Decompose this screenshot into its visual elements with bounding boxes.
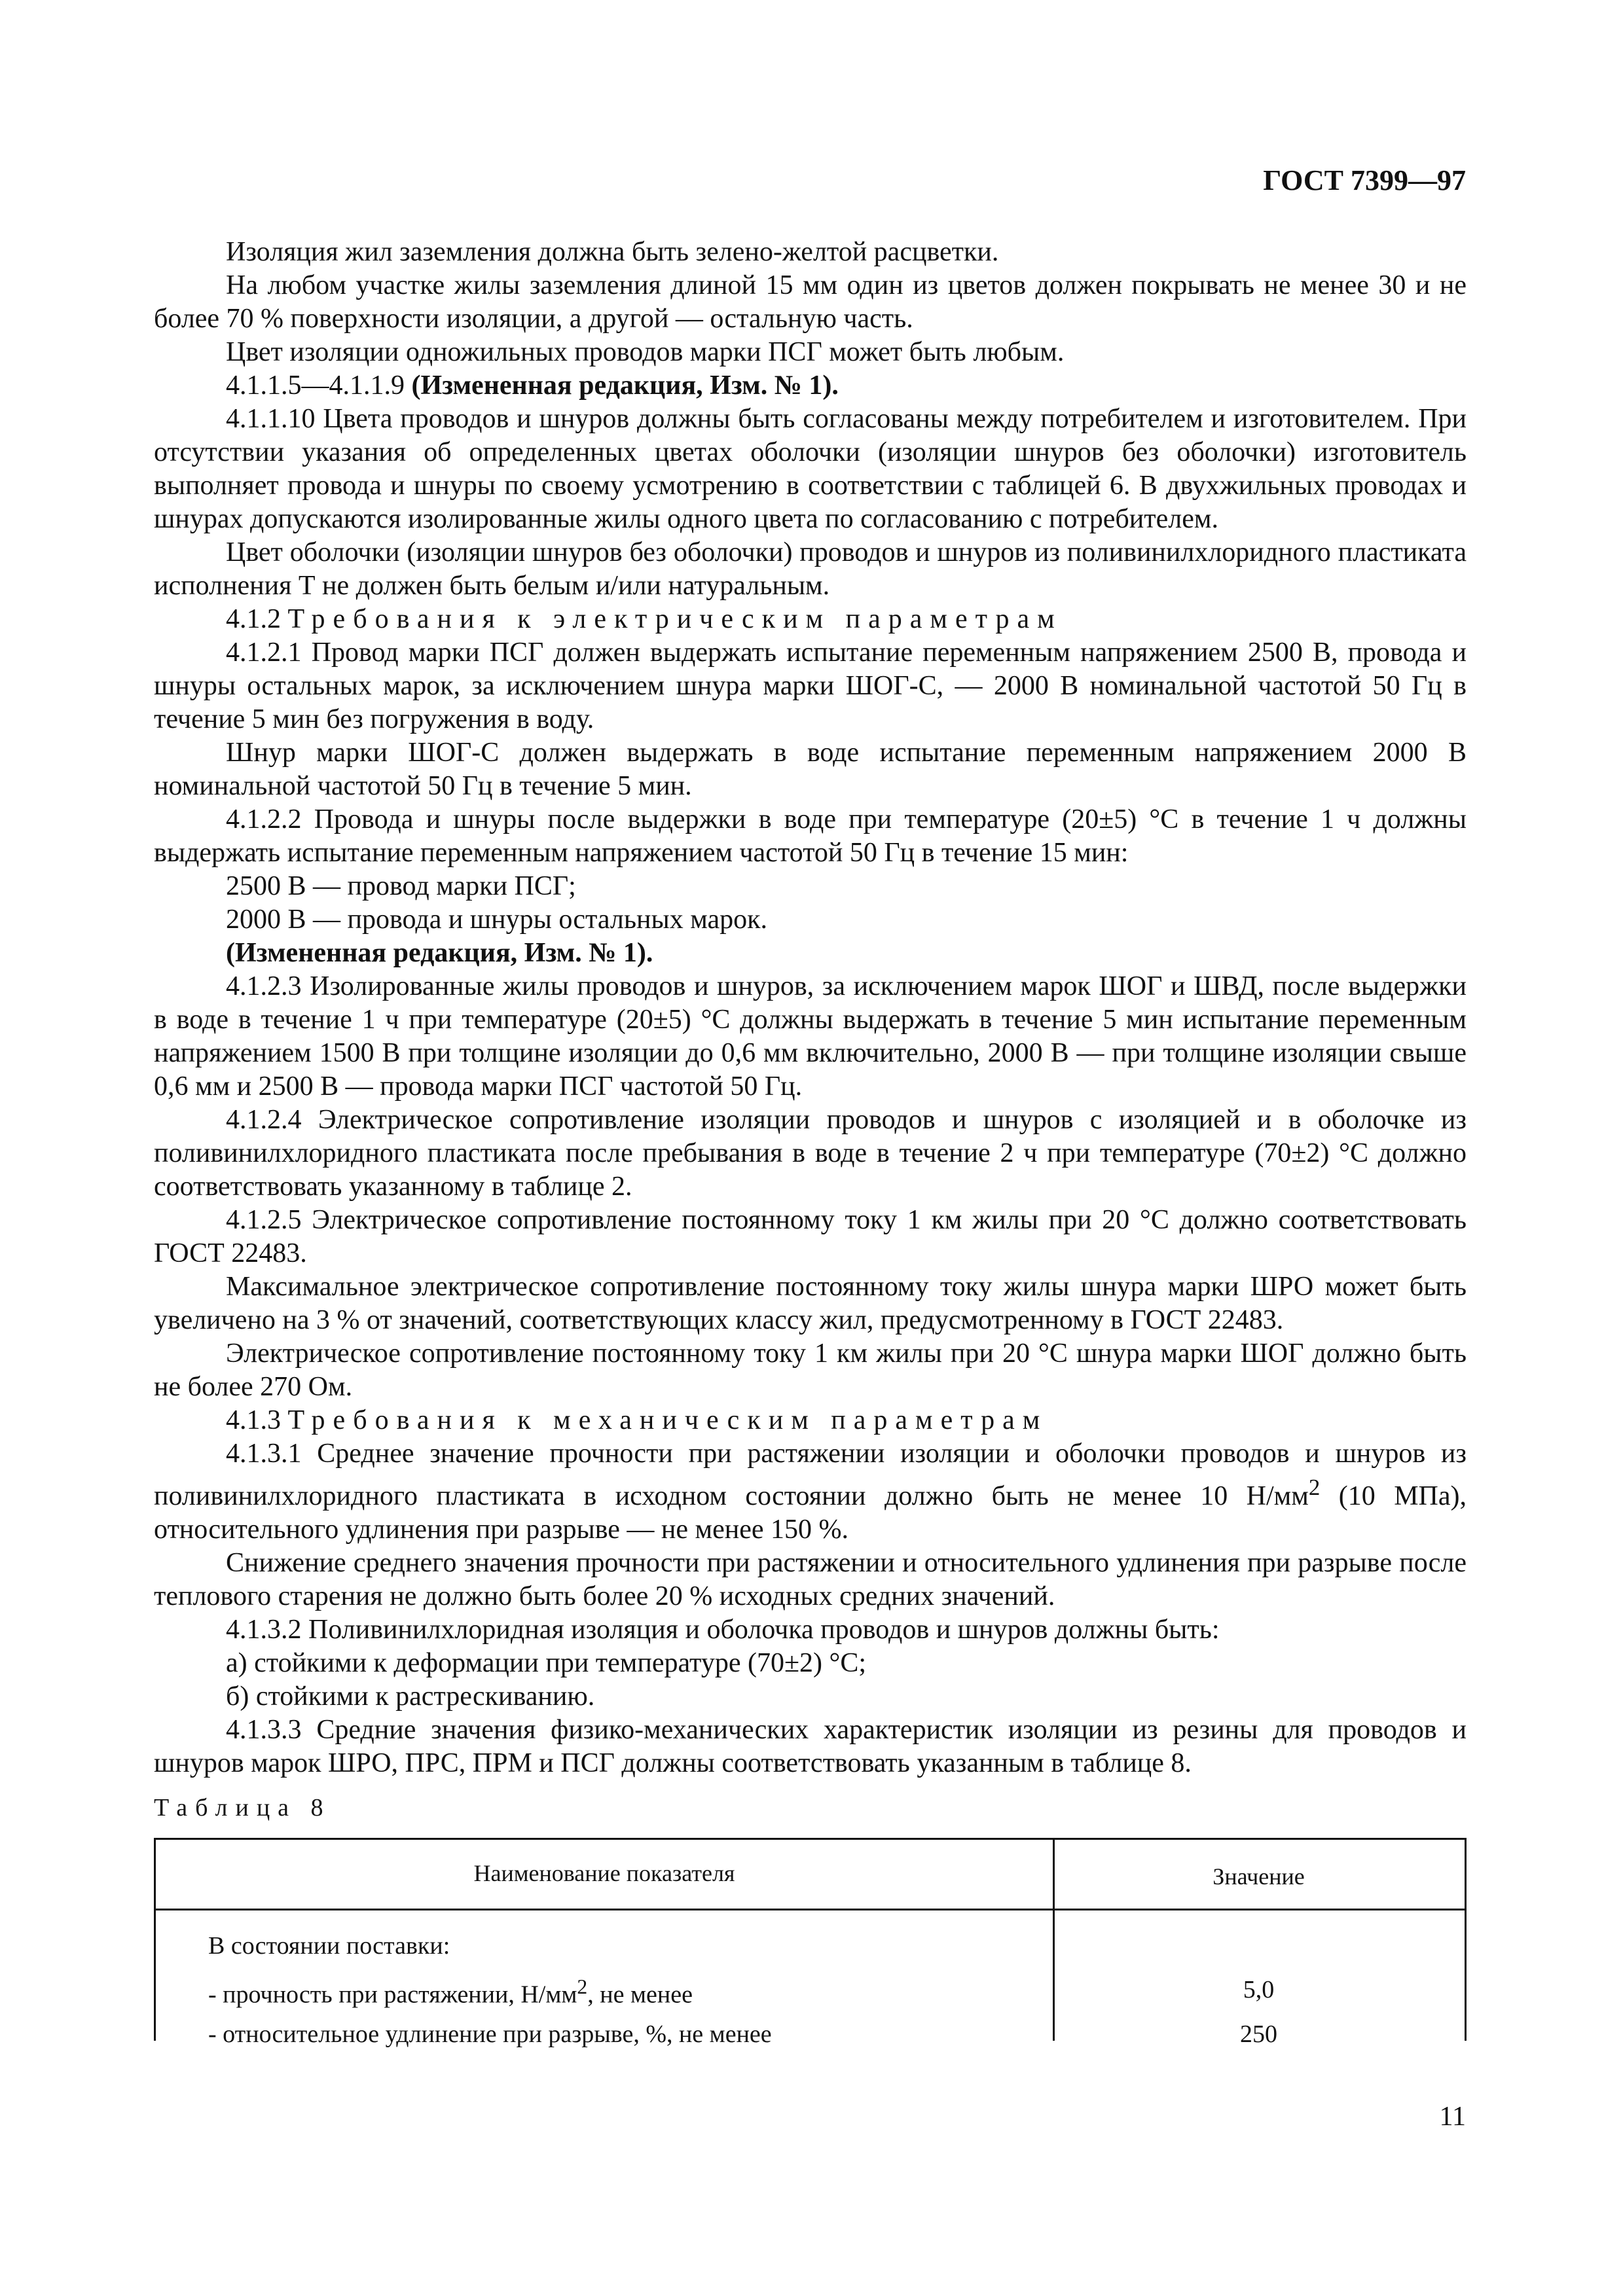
section-heading: [154, 603, 1467, 636]
paragraph: На любом участке жилы заземления длиной 15 мм один из цветов должен покрывать не менее 30 и не более 70 % поверхности изоляции, а другой — остальную часть.: [154, 270, 1467, 334]
paragraph: Цвет изоляции одножильных проводов марки ПСГ может быть любым.: [226, 337, 1065, 367]
paragraph: 2000 В — провода и шнуры остальных марок.: [226, 905, 768, 935]
paragraph: Электрическое сопротивление постоянному току 1 км жилы при 20 °С шнура марки ШОГ должно быть не более 270 Ом.: [154, 1338, 1467, 1402]
section-title: Требования к электрическим параметрам: [287, 604, 1063, 634]
page-number: 11: [1439, 2102, 1466, 2132]
revision-note: (Измененная редакция, Изм. № 1).: [226, 938, 653, 968]
table-row-label: - относительное удлинение при разрыве, %, не менее: [208, 2020, 772, 2048]
table-cell-value: 5,0: [1243, 1976, 1275, 2003]
column-header-name: Наименование показателя: [473, 1860, 735, 1886]
table-row-label: [208, 1975, 693, 2009]
column-header-value: Значение: [1213, 1863, 1305, 1890]
table-caption: Таблица 8: [154, 1794, 331, 1821]
section-number: 4.1.3: [226, 1405, 281, 1435]
section-title: Требования к механическим параметрам: [287, 1405, 1048, 1435]
paragraph: 4.1.2.2 Провода и шнуры после выдержки в воде при температуре (20±5) °С в течение 1 ч должны выдержать испытание переменным напряжением частотой 50 Гц в течение 15 мин:: [154, 804, 1467, 868]
paragraph-text: 4.1.3.1 Среднее значение прочности при растяжении изоляции и оболочки проводов и шнуров из поливинилхлоридного пластиката в исходном состоянии должно быть не менее 10 Н/мм: [154, 1439, 1467, 1511]
section-number: 4.1.2: [226, 604, 281, 634]
paragraph: Изоляция жил заземления должна быть зелено-желтой расцветки.: [226, 237, 999, 267]
paragraph: 4.1.3.3 Средние значения физико-механических характеристик изоляции из резины для проводов и шнуров марок ШРО, ПРС, ПРМ и ПСГ должны соответствовать указанным в таблице 8.: [154, 1715, 1467, 1778]
table-row-label: В состоянии поставки:: [208, 1932, 450, 1960]
paragraph: 4.1.2.1 Провод марки ПСГ должен выдержать испытание переменным напряжением 2500 В, провода и шнуры остальных марок, за исключением шнура марки ШОГ-С, — 2000 В номинальной частотой 50 Гц в течение 5 мин без погружения в воду.: [154, 637, 1467, 734]
paragraph: 4.1.1.10 Цвета проводов и шнуров должны быть согласованы между потребителем и изготовителем. При отсутствии указания об определенных цветах оболочки (изоляции шнуров без оболочки) изготовитель выполняет провода и шнуры по своему усмотрению в соответствии с таблицей 6. В двухжильных проводах и шнурах допускаются изолированные жилы одного цвета по согласованию с потребителем.: [154, 404, 1467, 534]
paragraph: 4.1.2.3 Изолированные жилы проводов и шнуров, за исключением марок ШОГ и ШВД, после выдержки в воде в течение 1 ч при температуре (20±5) °С должны выдержать в течение 5 мин испытание переменным напряжением 1500 В при толщине изоляции до 0,6 мм включительно, 2000 В — при толщине изоляции свыше 0,6 мм и 2500 В — провода марки ПСГ частотой 50 Гц.: [154, 971, 1467, 1102]
paragraph: б) стойкими к растрескиванию.: [226, 1681, 595, 1712]
paragraph: 4.1.2.5 Электрическое сопротивление постоянному току 1 км жилы при 20 °С должно соответствовать ГОСТ 22483.: [154, 1205, 1467, 1268]
paragraph: [154, 369, 1467, 403]
paragraph: 2500 В — провод марки ПСГ;: [226, 871, 576, 901]
paragraph: [154, 1437, 1467, 1547]
clause-number: 4.1.1.5—4.1.1.9: [226, 370, 405, 401]
table-cell-value: 250: [1240, 2020, 1277, 2048]
table-8: [154, 1838, 1467, 2048]
paragraph: Цвет оболочки (изоляции шнуров без оболочки) проводов и шнуров из поливинилхлоридного пластиката исполнения Т не должен быть белым и/или натуральным.: [154, 537, 1467, 601]
row-text: - прочность при растяжении, Н/мм: [208, 1981, 577, 2009]
superscript: 2: [1308, 1475, 1321, 1500]
paragraph: 4.1.3.2 Поливинилхлоридная изоляция и оболочка проводов и шнуров должны быть:: [226, 1615, 1220, 1645]
superscript: 2: [577, 1975, 588, 1998]
paragraph: Шнур марки ШОГ-С должен выдержать в воде испытание переменным напряжением 2000 В номинальной частотой 50 Гц в течение 5 мин.: [154, 738, 1467, 801]
row-text: , не менее: [587, 1981, 693, 2009]
header-rule: [156, 1909, 1465, 1910]
document-code: ГОСТ 7399—97: [1263, 164, 1466, 196]
paragraph: 4.1.2.4 Электрическое сопротивление изоляции проводов и шнуров с изоляцией и в оболочке из поливинилхлоридного пластиката после пребывания в воде в течение 2 ч при температуре (70±2) °С должно соответствовать указанному в таблице 2.: [154, 1105, 1467, 1202]
paragraph: Максимальное электрическое сопротивление постоянному току жилы шнура марки ШРО может быть увеличено на 3 % от значений, соответствующих классу жил, предусмотренному в ГОСТ 22483.: [154, 1272, 1467, 1335]
section-heading: [154, 1404, 1467, 1437]
revision-note: (Измененная редакция, Изм. № 1).: [411, 370, 839, 401]
body-text: [154, 236, 1467, 1780]
paragraph: Снижение среднего значения прочности при растяжении и относительного удлинения при разрыве после теплового старения не должно быть более 20 % исходных средних значений.: [154, 1548, 1467, 1611]
paragraph: а) стойкими к деформации при температуре (70±2) °С;: [226, 1648, 866, 1678]
paragraph-text: (10 МПа), относительного удлинения при разрыве — не менее 150 %.: [154, 1481, 1467, 1545]
